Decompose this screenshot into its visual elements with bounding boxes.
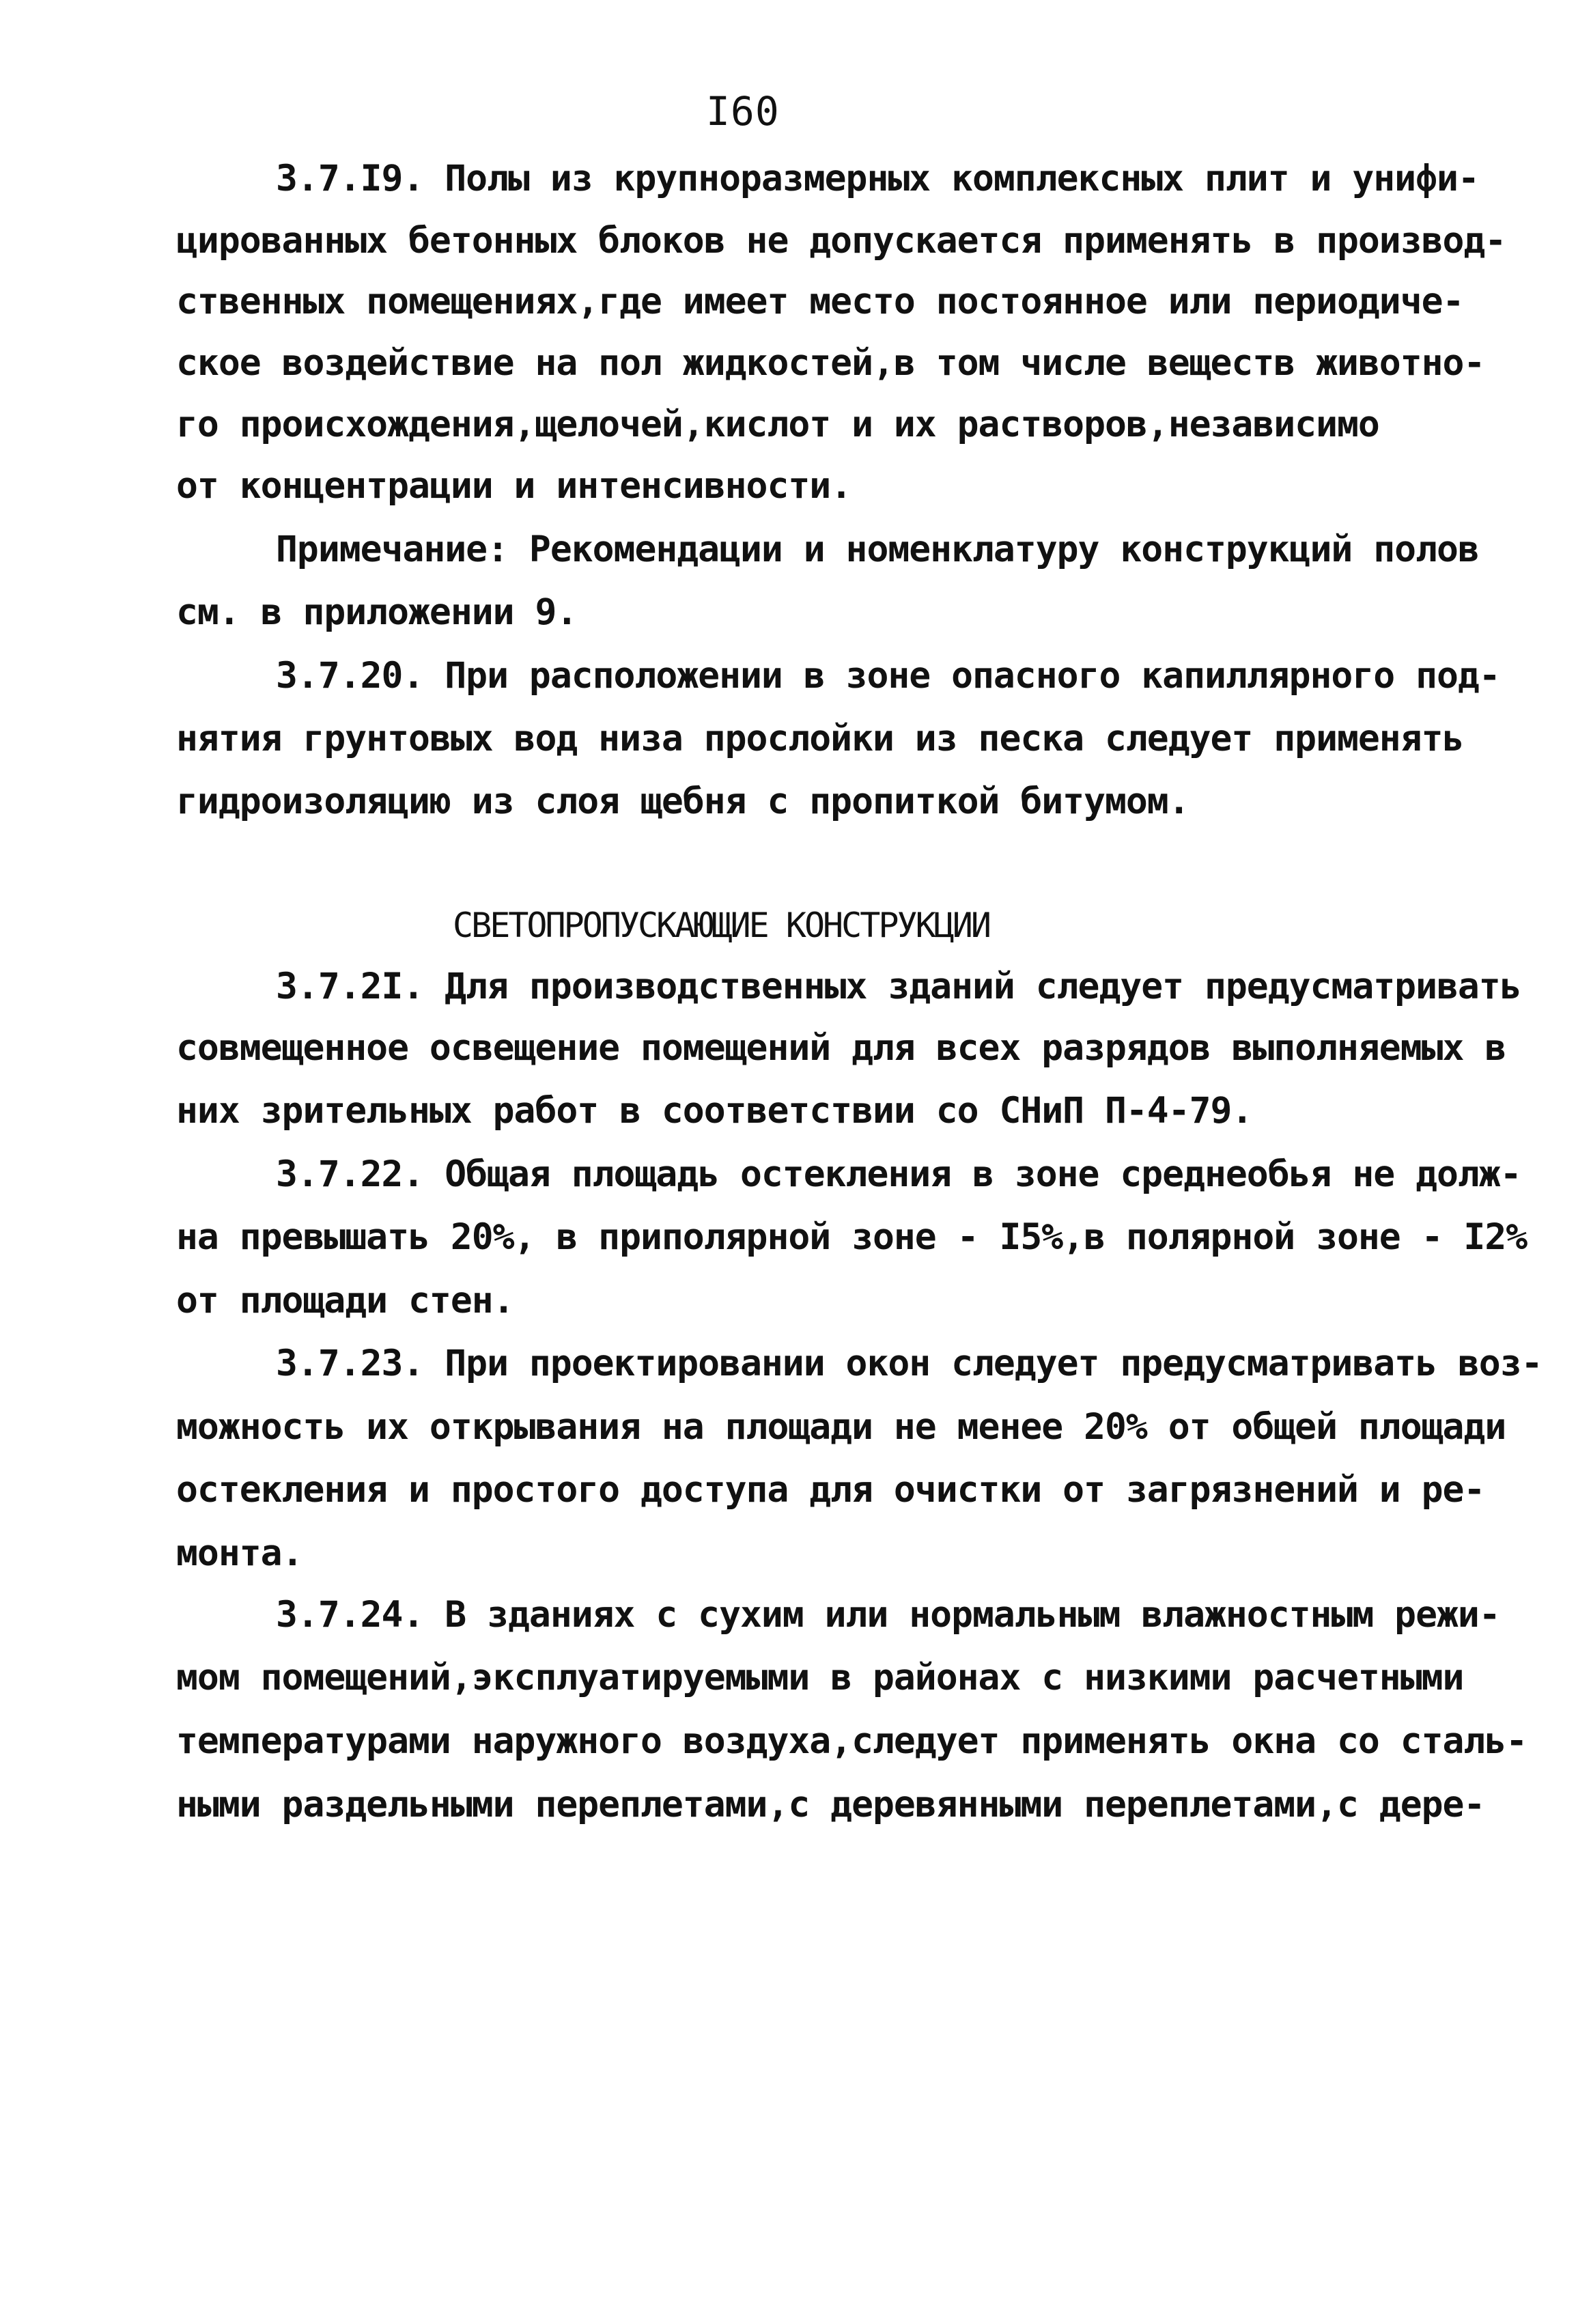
- paragraph-line: 3.7.2I. Для производственных зданий следует предусматривать: [276, 966, 1521, 1007]
- paragraph-line: от концентрации и интенсивности.: [176, 465, 852, 507]
- paragraph-line: цированных бетонных блоков не допускается применять в производ-: [176, 220, 1506, 262]
- paragraph-line: от площади стен.: [176, 1280, 514, 1321]
- paragraph-line: 3.7.24. В зданиях с сухим или нормальным влажностным режи-: [276, 1594, 1500, 1636]
- paragraph-line: них зрительных работ в соответствии со СНиП П-4-79.: [176, 1090, 1253, 1132]
- paragraph-line: ными раздельными переплетами,с деревянными переплетами,с дере-: [176, 1784, 1485, 1825]
- paragraph-line: мом помещений,эксплуатируемыми в районах с низкими расчетными: [176, 1657, 1464, 1698]
- paragraph-line: 3.7.23. При проектировании окон следует предусматривать воз-: [276, 1343, 1543, 1384]
- paragraph-line: можность их открывания на площади не менее 20% от общей площади: [176, 1406, 1506, 1448]
- paragraph-line: ственных помещениях,где имеет место постоянное или периодиче-: [176, 281, 1464, 322]
- paragraph-line: остекления и простого доступа для очистки от загрязнений и ре-: [176, 1469, 1485, 1511]
- note-line: Примечание: Рекомендации и номенклатуру конструкций полов: [276, 529, 1479, 570]
- paragraph-line: монта.: [176, 1532, 303, 1574]
- paragraph-line: ское воздействие на пол жидкостей,в том числе веществ животно-: [176, 342, 1485, 384]
- section-heading: СВЕТОПРОПУСКАЮЩИЕ КОНСТРУКЦИИ: [453, 906, 989, 945]
- paragraph-line: температурами наружного воздуха,следует применять окна со сталь-: [176, 1720, 1527, 1762]
- paragraph-line: на превышать 20%, в приполярной зоне - I5%,в полярной зоне - I2%: [176, 1216, 1527, 1258]
- paragraph-line: 3.7.22. Общая площадь остекления в зоне среднеобья не долж-: [276, 1153, 1521, 1195]
- page-number: I60: [706, 88, 780, 135]
- paragraph-line: 3.7.I9. Полы из крупноразмерных комплексных плит и унифи-: [276, 158, 1479, 199]
- paragraph-line: гидроизоляцию из слоя щебня с пропиткой битумом.: [176, 781, 1189, 822]
- paragraph-line: го происхождения,щелочей,кислот и их растворов,независимо: [176, 404, 1379, 445]
- paragraph-line: 3.7.20. При расположении в зоне опасного капиллярного под-: [276, 655, 1500, 697]
- paragraph-line: совмещенное освещение помещений для всех разрядов выполняемых в: [176, 1027, 1506, 1069]
- paragraph-line: нятия грунтовых вод низа прослойки из песка следует применять: [176, 718, 1464, 759]
- note-line: см. в приложении 9.: [176, 591, 578, 633]
